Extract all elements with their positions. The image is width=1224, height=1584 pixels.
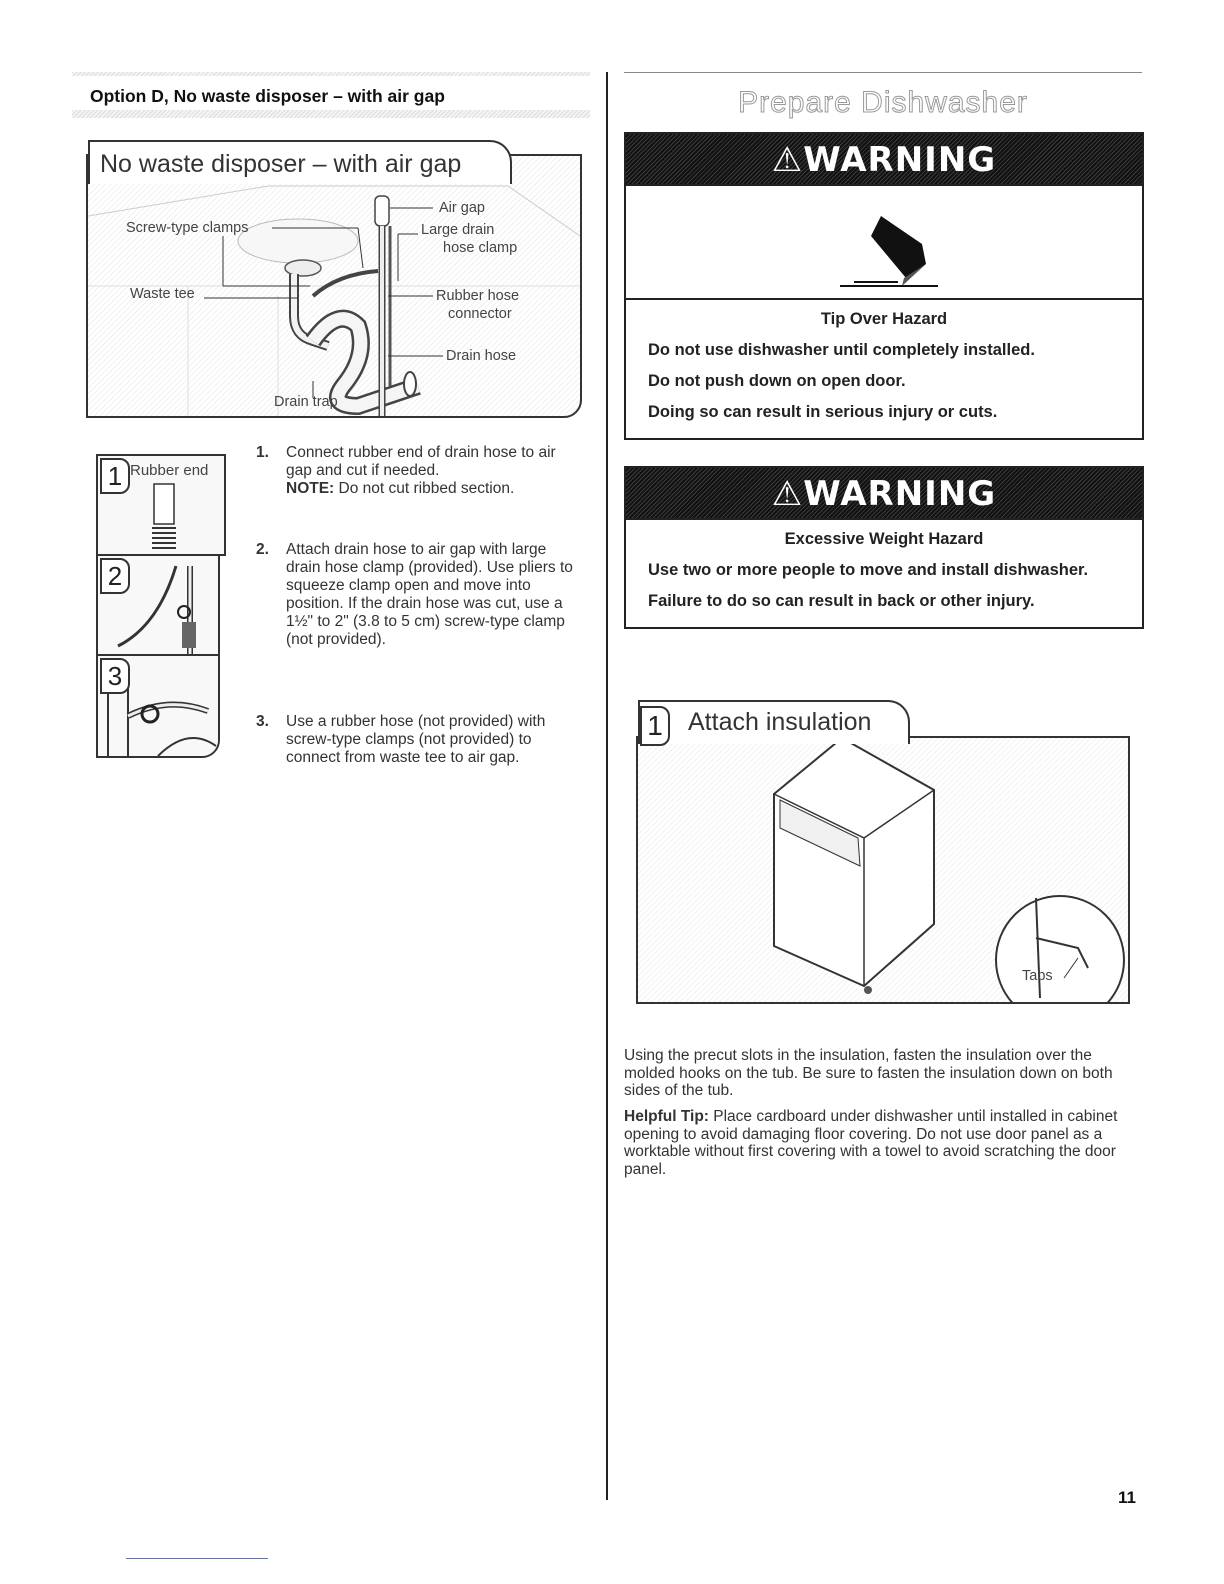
- step-2: [256, 541, 576, 649]
- note-text: Do not cut ribbed section.: [334, 480, 515, 497]
- step-text: Use a rubber hose (not provided) with screw-type clamps (not provided) to connect from waste tee to air gap.: [286, 713, 546, 766]
- tip-label: Helpful Tip:: [624, 1108, 709, 1125]
- step-figure-number: 2: [100, 558, 130, 594]
- step-figure-2: [96, 554, 220, 656]
- tip-over-icon: [626, 186, 1142, 298]
- step-figure-number: 1: [100, 458, 130, 494]
- figure-number: 1: [640, 706, 670, 746]
- footer-rule: [126, 1558, 268, 1559]
- warning-header: [626, 468, 1142, 520]
- step-text: Connect rubber end of drain hose to air gap and cut if needed.: [286, 444, 556, 479]
- hazard-line: Use two or more people to move and install dishwasher.: [648, 561, 1089, 579]
- instruction-paragraph: Using the precut slots in the insulation, fasten the insulation over the molded hooks on the tub. Be sure to fasten the insulation down on both sides of the tub.: [624, 1047, 1113, 1099]
- step-figure-number: 3: [100, 658, 130, 694]
- hazard-title: Tip Over Hazard: [820, 310, 948, 328]
- heading-rule-bottom: [72, 110, 590, 118]
- label-large-drain-1: Large drain: [421, 222, 495, 238]
- label-screw-type-clamps: Screw-type clamps: [126, 220, 249, 236]
- insulation-diagram: [636, 736, 1130, 1004]
- label-waste-tee: Waste tee: [130, 286, 195, 302]
- figure-title: No waste disposer – with air gap: [100, 150, 462, 178]
- label-large-drain-2: hose clamp: [443, 240, 518, 256]
- step-3: [256, 713, 576, 767]
- label-rubber-hose-2: connector: [448, 306, 512, 322]
- label-drain-hose: Drain hose: [446, 348, 517, 364]
- dishwasher-illustration: [638, 738, 1128, 1002]
- label-rubber-hose-1: Rubber hose: [436, 288, 520, 304]
- label-drain-trap: Drain trap: [274, 394, 338, 410]
- warning-header: [626, 134, 1142, 184]
- column-divider: [606, 72, 608, 1500]
- hazard-line: Doing so can result in serious injury or cuts.: [648, 403, 998, 421]
- option-heading: Option D, No waste disposer – with air gap: [90, 86, 445, 106]
- figure-title: Attach insulation: [688, 708, 872, 736]
- warning-body: [626, 300, 1142, 438]
- warning-box-tip-over: [624, 132, 1144, 440]
- tip-text: Place cardboard under dishwasher until installed in cabinet opening to avoid damaging floor covering. Do not use door panel as a worktable without first covering with a towel to avoid scratching the door panel.: [624, 1108, 1118, 1178]
- step-1: [256, 444, 576, 498]
- helpful-tip: [624, 1108, 1140, 1178]
- warning-body: [626, 520, 1142, 627]
- hazard-line: Failure to do so can result in back or other injury.: [648, 592, 1035, 610]
- step-figure-1: [96, 454, 226, 556]
- section-title: Prepare Dishwasher: [738, 86, 1028, 119]
- hazard-title: Excessive Weight Hazard: [784, 530, 984, 548]
- label-tabs: Tabs: [1022, 968, 1053, 984]
- warning-header-text: ⚠WARNING: [771, 140, 997, 180]
- page-number: 11: [1118, 1488, 1136, 1507]
- warning-box-weight: [624, 466, 1144, 629]
- step-figure-3: [96, 654, 220, 758]
- heading-rule-top: [72, 72, 590, 76]
- tip-over-symbol-panel: [626, 184, 1142, 300]
- label-air-gap: Air gap: [439, 200, 485, 216]
- hazard-line: Do not push down on open door.: [648, 372, 906, 390]
- hazard-line: Do not use dishwasher until completely installed.: [648, 341, 1035, 359]
- warning-header-text: ⚠WARNING: [771, 474, 997, 514]
- step-number: 1.: [256, 444, 269, 461]
- label-rubber-end: Rubber end: [130, 462, 209, 479]
- section-rule: [624, 72, 1142, 73]
- note-label: NOTE:: [286, 480, 335, 497]
- step-text: Attach drain hose to air gap with large drain hose clamp (provided). Use pliers to squeeze clamp open and move into position. If the drain hose was cut, use a 1½" to 2" (3.8 to 5 cm) screw-type clamp (not provided).: [286, 541, 573, 648]
- step-number: 2.: [256, 541, 269, 558]
- step-number: 3.: [256, 713, 269, 730]
- air-gap-diagram: [86, 154, 582, 418]
